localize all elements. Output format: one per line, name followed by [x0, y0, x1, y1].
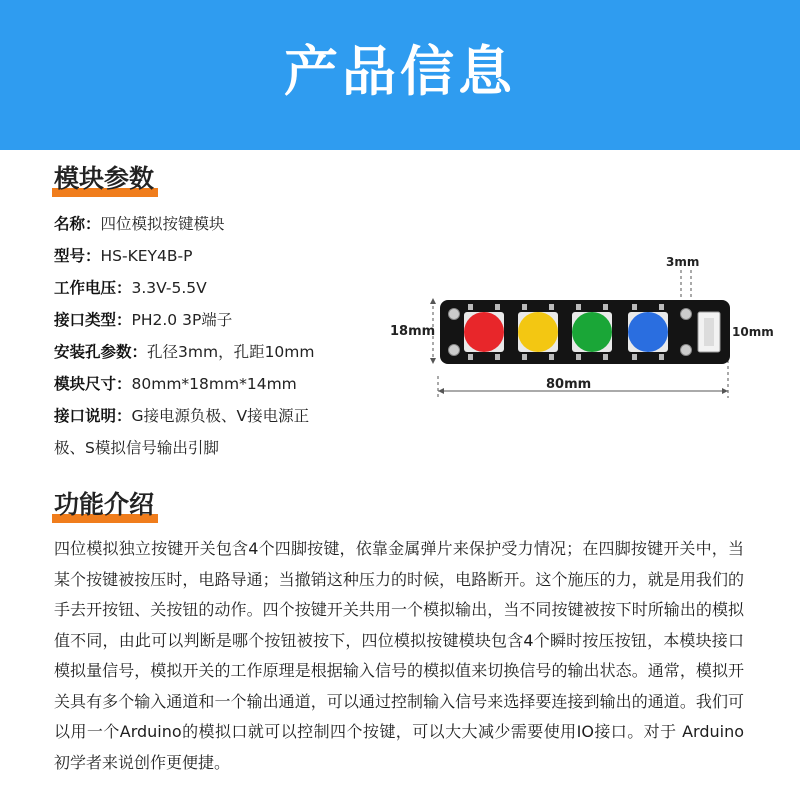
param-row-mount-holes: [54, 336, 374, 368]
param-key: 模块尺寸：: [54, 375, 132, 393]
blue-button-cap: [628, 312, 668, 352]
param-value: HS-KEY4B-P: [100, 247, 193, 265]
mount-hole-icon: [681, 345, 692, 356]
page-title: 产品信息: [284, 39, 516, 103]
dim-label-18mm: 18mm: [390, 324, 436, 339]
param-row-size: [54, 368, 374, 400]
header-banner: [0, 0, 800, 150]
features-heading-text: 功能介绍: [54, 490, 155, 519]
dim-label-80mm: 80mm: [546, 377, 592, 392]
features-paragraph: 四位模拟独立按键开关包含4个四脚按键，依靠金属弹片来保护受力情况；在四脚按键开关中，当某个按键被按压时，电路导通；当撤销这种压力的时候，电路断开。这个施压的力，就是用我们的手去开按钮、关按钮的动作。四个按键开关共用一个模拟输出，当不同按键被按下时所输出的模拟值不同，由此可以判断是哪个按钮被按下，四位模拟按键模块包含4个瞬时按压按钮，本模块接口模拟量信号，模拟开关的工作原理是根据输入信号的模拟值来切换信号的输出状态。通常，模拟开关具有多个输入通道和一个输出通道，可以通过控制输入信号来选择要连接到输出的通道。我们可以用一个Arduino的模拟口就可以控制四个按键，可以大大减少需要使用IO接口。对于 Arduino初学者来说创作更便捷。: [54, 539, 744, 772]
param-value: 孔径3mm，孔距10mm: [147, 343, 315, 361]
param-key: 接口说明：: [54, 407, 132, 425]
param-key: 型号：: [54, 247, 101, 265]
yellow-button-cap: [518, 312, 558, 352]
mount-hole-icon: [681, 309, 692, 320]
param-list: [54, 208, 374, 464]
features-heading: [54, 490, 154, 520]
param-key: 接口类型：: [54, 311, 132, 329]
param-row-interface-type: [54, 304, 374, 336]
mount-hole-icon: [449, 309, 460, 320]
param-key: 名称：: [54, 215, 101, 233]
dim-label-3mm: 3mm: [666, 255, 700, 269]
param-value: 80mm*18mm*14mm: [131, 375, 297, 393]
module-params-heading-text: 模块参数: [54, 164, 155, 193]
green-button-cap: [572, 312, 612, 352]
param-value: 四位模拟按键模块: [100, 215, 225, 233]
mount-hole-icon: [449, 345, 460, 356]
param-continuation: 极、S模拟信号输出引脚: [54, 439, 219, 457]
param-row-name: [54, 208, 374, 240]
red-button-cap: [464, 312, 504, 352]
module-diagram: [388, 248, 788, 408]
param-value: G接电源负极、V接电源正: [131, 407, 310, 425]
param-row-voltage: [54, 272, 374, 304]
param-value: PH2.0 3P端子: [131, 311, 233, 329]
param-key: 安装孔参数：: [54, 343, 148, 361]
param-row-interface-desc: [54, 400, 374, 432]
module-params-heading: [54, 164, 154, 194]
param-row-model: [54, 240, 374, 272]
param-value: 3.3V-5.5V: [131, 279, 207, 297]
param-key: 工作电压：: [54, 279, 132, 297]
dim-label-10mm: 10mm: [732, 325, 774, 339]
